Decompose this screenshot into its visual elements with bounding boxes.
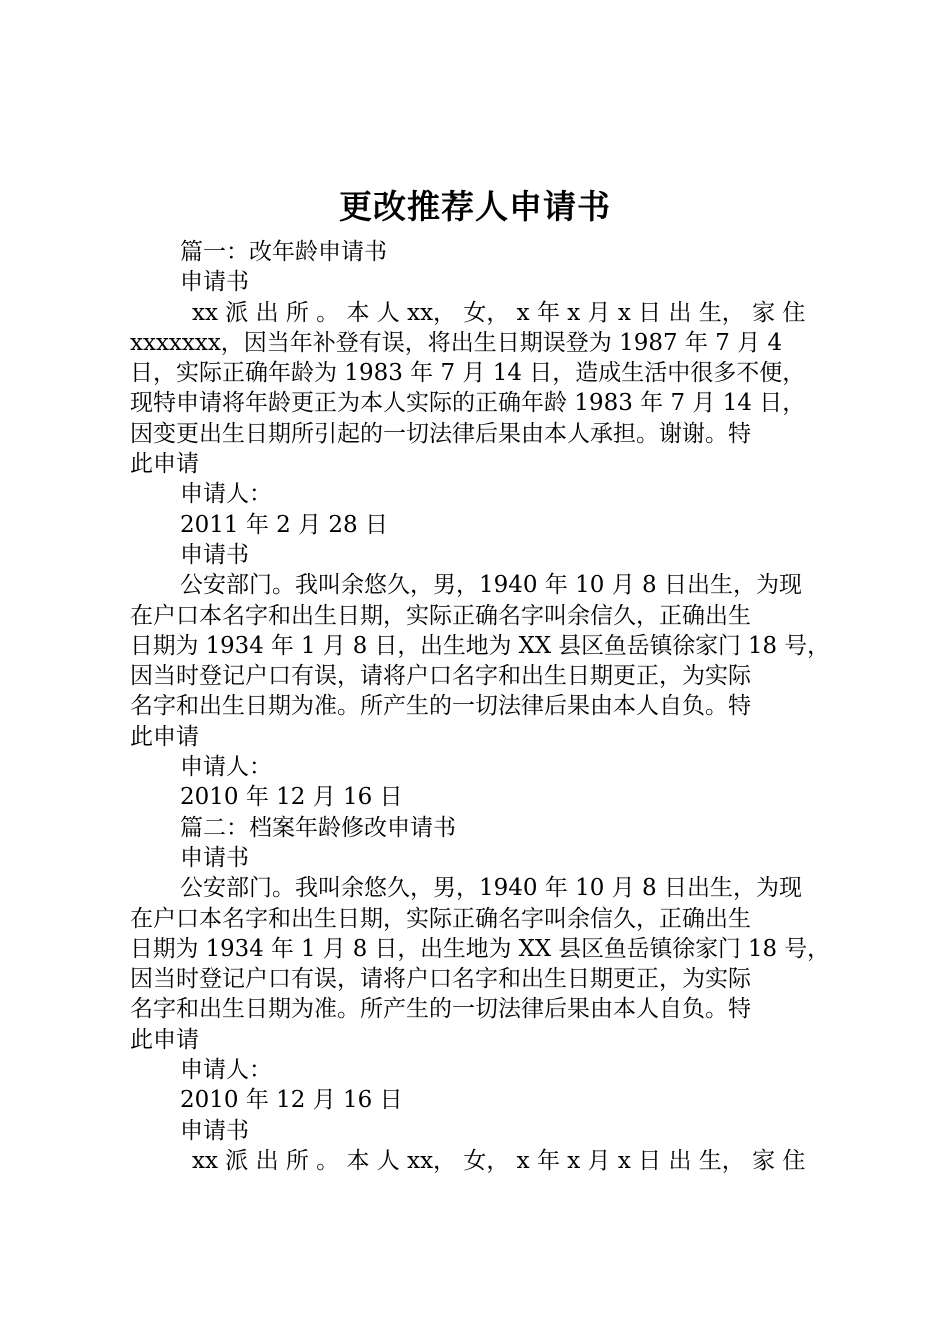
paragraph-line: xx 派 出 所 。 本 人 xx， 女， x 年 x 月 x 日 出 生， 家 住 bbox=[192, 299, 806, 326]
paragraph-line: 在户口本名字和出生日期，实际正确名字叫余信久，正确出生 bbox=[130, 905, 751, 932]
applicant-label: 申请人： bbox=[180, 1057, 272, 1084]
paragraph-line: 因当时登记户口有误，请将户口名字和出生日期更正，为实际 bbox=[130, 966, 751, 993]
letter-heading: 申请书 bbox=[180, 541, 249, 568]
section-heading-1: 篇一：改年龄申请书 bbox=[180, 239, 387, 265]
document-title: 更改推荐人申请书 bbox=[339, 187, 611, 226]
paragraph-line: 公安部门。我叫余悠久，男，1940 年 10 月 8 日出生，为现 bbox=[180, 875, 802, 902]
letter-heading: 申请书 bbox=[180, 1117, 249, 1144]
date-line: 2010 年 12 月 16 日 bbox=[180, 784, 403, 811]
date-line: 2010 年 12 月 16 日 bbox=[180, 1087, 403, 1114]
applicant-label: 申请人： bbox=[180, 481, 272, 508]
section-heading-2: 篇二：档案年龄修改申请书 bbox=[180, 814, 456, 841]
paragraph-line: 此申请 bbox=[130, 1026, 199, 1053]
paragraph-line: 现特申请将年龄更正为本人实际的正确年龄 1983 年 7 月 14 日， bbox=[130, 390, 806, 417]
paragraph-line: 此申请 bbox=[130, 451, 199, 478]
paragraph-line: 名字和出生日期为准。所产生的一切法律后果由本人自负。特 bbox=[130, 996, 751, 1023]
paragraph-line: 日，实际正确年龄为 1983 年 7 月 14 日，造成生活中很多不便， bbox=[130, 360, 806, 387]
letter-heading: 申请书 bbox=[180, 269, 249, 296]
applicant-label: 申请人： bbox=[180, 754, 272, 781]
paragraph-line: 日期为 1934 年 1 月 8 日，出生地为 XX 县区鱼岳镇徐家门 18 号， bbox=[130, 935, 830, 962]
paragraph-line: 此申请 bbox=[130, 723, 199, 750]
paragraph-line: 日期为 1934 年 1 月 8 日，出生地为 XX 县区鱼岳镇徐家门 18 号， bbox=[130, 632, 830, 659]
paragraph-line: 名字和出生日期为准。所产生的一切法律后果由本人自负。特 bbox=[130, 693, 751, 720]
letter-heading: 申请书 bbox=[180, 844, 249, 871]
paragraph-line: 公安部门。我叫余悠久，男，1940 年 10 月 8 日出生，为现 bbox=[180, 572, 802, 599]
document-body bbox=[130, 237, 830, 1176]
paragraph-line: 因当时登记户口有误，请将户口名字和出生日期更正，为实际 bbox=[130, 663, 751, 690]
paragraph-line: xx 派 出 所 。 本 人 xx， 女， x 年 x 月 x 日 出 生， 家 住 bbox=[192, 1147, 806, 1174]
paragraph-line: 因变更出生日期所引起的一切法律后果由本人承担。谢谢。特 bbox=[130, 420, 751, 447]
paragraph-line: xxxxxxx，因当年补登有误，将出生日期误登为 1987 年 7 月 4 bbox=[130, 329, 783, 356]
paragraph-line: 在户口本名字和出生日期，实际正确名字叫余信久，正确出生 bbox=[130, 602, 751, 629]
date-line: 2011 年 2 月 28 日 bbox=[180, 511, 388, 538]
